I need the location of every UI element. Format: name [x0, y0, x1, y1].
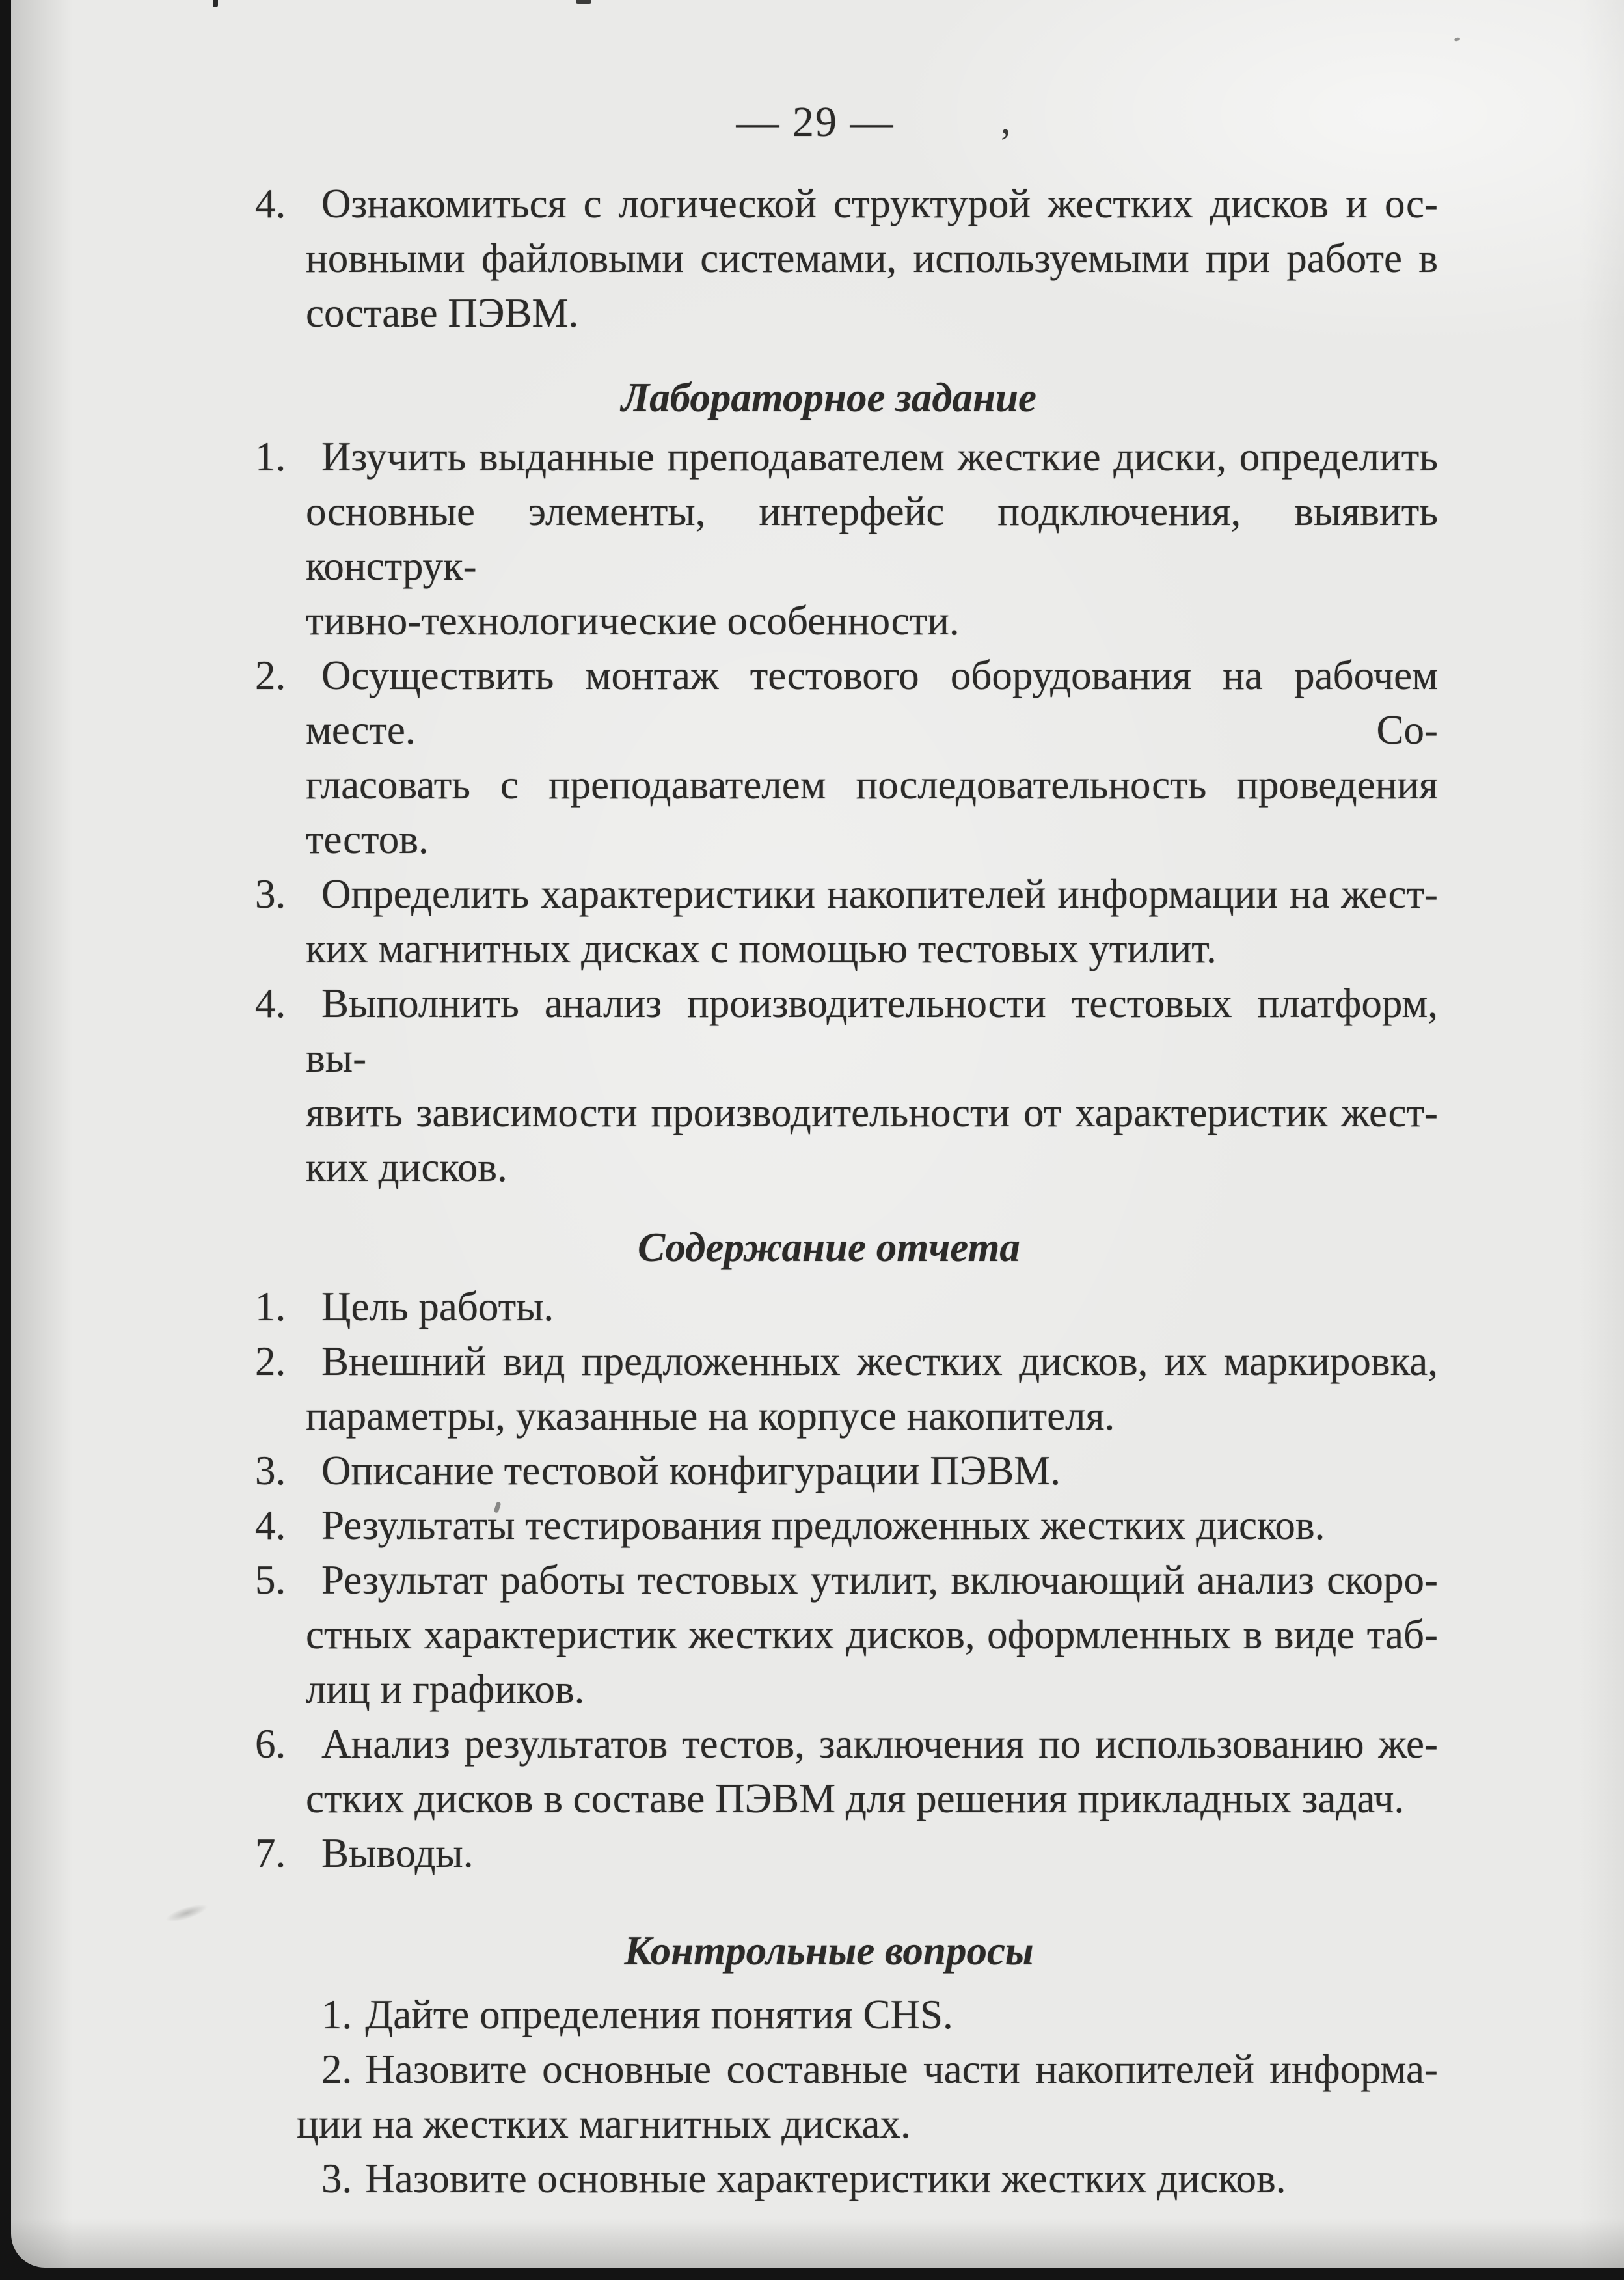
- text-line: явить зависимости производительности от характеристик жест-: [306, 1090, 1438, 1135]
- text-line: ких дисков.: [306, 1145, 508, 1190]
- text-line: тивно-технологические особенности.: [306, 598, 960, 644]
- text-column: [255, 0, 1438, 2206]
- list-item-5: [255, 1553, 1438, 1717]
- text-line: [255, 1443, 1438, 1498]
- list-item-3: [255, 1443, 1438, 1498]
- text-line: [297, 2151, 1438, 2206]
- list-item-4: [255, 976, 1438, 1195]
- text-line: стких дисков в составе ПЭВМ для решения прикладных задач.: [306, 1776, 1405, 1821]
- item-marker: 4.: [255, 981, 286, 1026]
- text-line-content: Анализ результатов тестов, заключения по использованию же-: [321, 1721, 1438, 1767]
- text-line: [255, 648, 1438, 757]
- text-line: новными файловыми системами, используемыми при работе в: [306, 236, 1438, 281]
- scan-artifact-top-tick: [213, 0, 218, 7]
- text-line-content: Выводы.: [321, 1830, 474, 1876]
- item-marker: 2.: [321, 2046, 353, 2092]
- scan-artifact-comma: ,: [1001, 97, 1011, 142]
- text-line: ции на жестких магнитных дисках.: [297, 2101, 911, 2147]
- question-item-3: [297, 2151, 1438, 2206]
- item-marker: 2.: [255, 1338, 286, 1384]
- report-contents-list: [255, 1279, 1438, 1880]
- text-line: составе ПЭВМ.: [306, 290, 579, 336]
- item-marker: 3.: [255, 1448, 286, 1493]
- list-item-2: [255, 648, 1438, 867]
- item-marker: 7.: [255, 1830, 286, 1876]
- item-marker: 3.: [255, 871, 286, 917]
- text-line: параметры, указанные на корпусе накопителя.: [306, 1393, 1115, 1439]
- item-marker: 6.: [255, 1721, 286, 1767]
- text-line: [255, 1334, 1438, 1389]
- text-line: ких магнитных дисках с помощью тестовых утилит.: [306, 926, 1217, 971]
- text-line-content: Цель работы.: [321, 1284, 554, 1329]
- text-line: [255, 1717, 1438, 1771]
- page-number: — 29 —: [736, 98, 895, 146]
- question-item-1: [297, 1987, 1438, 2042]
- text-line-content: Изучить выданные преподавателем жесткие диски, определить: [321, 434, 1438, 480]
- list-item-2: [255, 1334, 1438, 1443]
- text-line: [297, 2042, 1438, 2097]
- item-marker: 4.: [255, 1502, 286, 1548]
- list-item-4: [255, 1498, 1438, 1553]
- scan-artifact-speck: [1454, 37, 1461, 42]
- list-item-1: [255, 429, 1438, 648]
- text-line-content: Осуществить монтаж тестового оборудования на рабочем месте. Со-: [306, 653, 1438, 753]
- text-line: стных характеристик жестких дисков, оформленных в виде таб-: [306, 1612, 1438, 1657]
- control-questions-list: [297, 1987, 1438, 2206]
- scan-artifact-pencil-smudge: [156, 1897, 217, 1930]
- question-item-2: [297, 2042, 1438, 2151]
- text-line: [297, 1987, 1438, 2042]
- item-marker: 1.: [255, 1284, 286, 1329]
- item-marker: 4.: [255, 181, 286, 226]
- text-line: [255, 1279, 1438, 1334]
- list-item-6: [255, 1717, 1438, 1826]
- paper-sheet: [11, 0, 1624, 2268]
- text-line: гласовать с преподавателем последовательность проведения тестов.: [306, 762, 1438, 862]
- text-line: лиц и графиков.: [306, 1666, 585, 1712]
- text-line-content: Выполнить анализ производительности тестовых платформ, вы-: [306, 981, 1438, 1081]
- text-line-content: Результаты тестирования предложенных жестких дисков.: [321, 1502, 1325, 1548]
- text-line: [255, 429, 1438, 484]
- text-line: [255, 1826, 1438, 1880]
- text-line: [255, 1553, 1438, 1607]
- text-line-content: Внешний вид предложенных жестких дисков, их маркировка,: [321, 1338, 1438, 1384]
- text-line: [255, 867, 1438, 921]
- lab-task-list: [255, 429, 1438, 1195]
- text-line-content: Результат работы тестовых утилит, включающий анализ скоро-: [321, 1557, 1438, 1603]
- text-line-content: Описание тестовой конфигурации ПЭВМ.: [321, 1448, 1061, 1493]
- item-marker: 5.: [255, 1557, 286, 1603]
- item-marker: 2.: [255, 653, 286, 698]
- text-line: основные элементы, интерфейс подключения, выявить конструк-: [306, 489, 1438, 589]
- text-line: [255, 976, 1438, 1085]
- list-item-intro-4: [255, 176, 1438, 340]
- text-line-content: Определить характеристики накопителей информации на жест-: [321, 871, 1438, 917]
- list-item-7: [255, 1826, 1438, 1880]
- item-marker: 3.: [321, 2156, 353, 2201]
- item-marker: 1.: [255, 434, 286, 480]
- text-line-content: Назовите основные характеристики жестких дисков.: [365, 2156, 1286, 2201]
- text-line-content: Ознакомиться с логической структурой жестких дисков и ос-: [321, 181, 1438, 226]
- text-line-content: Дайте определения понятия CHS.: [365, 1992, 953, 2037]
- text-line: [255, 1498, 1438, 1553]
- list-item-1: [255, 1279, 1438, 1334]
- section-heading-report-contents: Содержание отчета: [638, 1225, 1020, 1270]
- text-line: [255, 176, 1438, 231]
- section-heading-lab-task: Лабораторное задание: [621, 375, 1036, 420]
- item-marker: 1.: [321, 1992, 353, 2037]
- list-item-3: [255, 867, 1438, 976]
- section-heading-control-questions: Контрольные вопросы: [624, 1928, 1034, 1974]
- text-line-content: Назовите основные составные части накопителей информа-: [365, 2046, 1438, 2092]
